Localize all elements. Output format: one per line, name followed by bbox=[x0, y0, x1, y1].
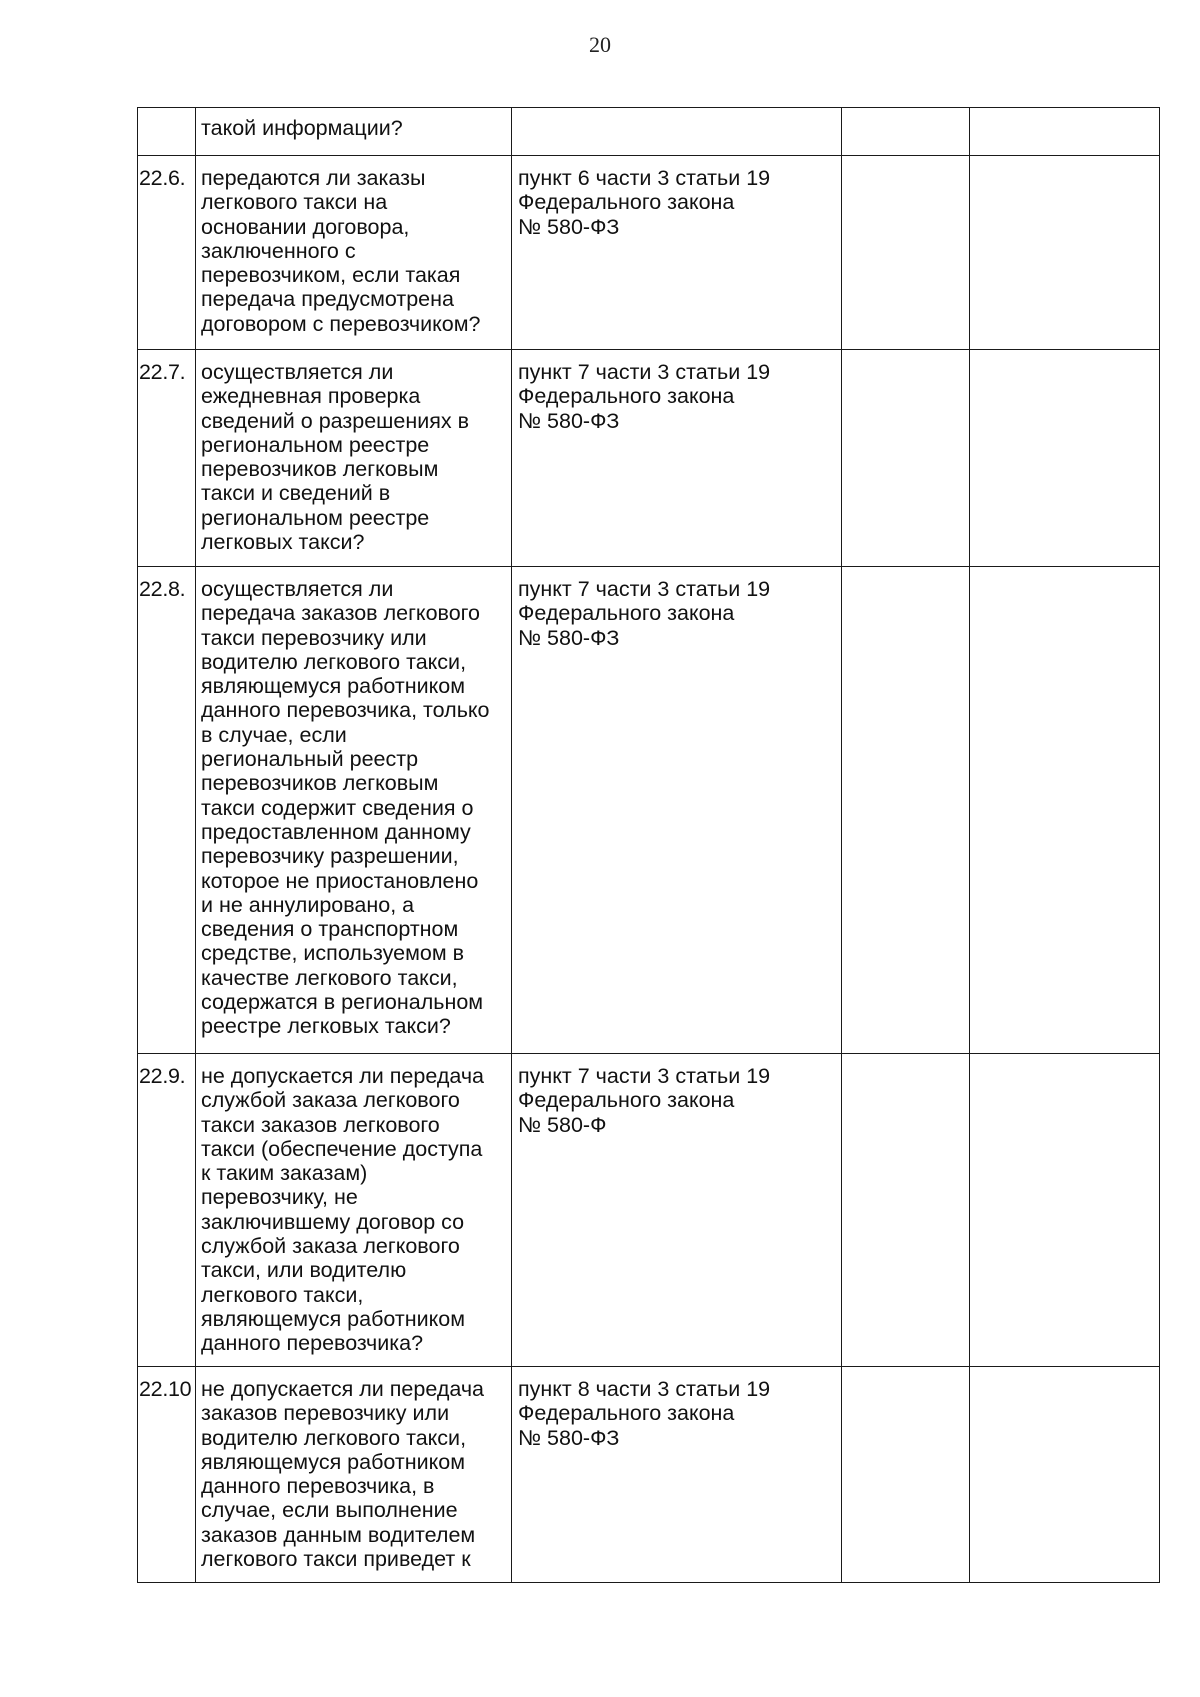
question-text-line: региональном реестре bbox=[201, 505, 430, 530]
checklist-table-body bbox=[138, 108, 1160, 1583]
legal-basis-cell bbox=[512, 156, 842, 350]
question-text-line: являющемуся работником bbox=[201, 1449, 466, 1474]
question-text-line: средстве, используемом в bbox=[201, 941, 465, 966]
legal-basis-text-line: № 580-ФЗ bbox=[518, 408, 620, 433]
question-text-line: заказов перевозчику или bbox=[201, 1401, 450, 1426]
item-number-cell bbox=[138, 108, 196, 156]
table-row bbox=[138, 156, 1160, 350]
question-text-line: сведения о транспортном bbox=[201, 917, 459, 942]
legal-basis-text-line: Федерального закона bbox=[518, 190, 735, 215]
question-text-line: данного перевозчика? bbox=[201, 1331, 424, 1356]
question-text-line: предоставленном данному bbox=[201, 819, 471, 844]
note-cell bbox=[970, 350, 1160, 567]
question-text-line: перевозчику разрешении, bbox=[201, 844, 459, 869]
question-text-line: перевозчиком, если такая bbox=[201, 263, 461, 288]
question-text-line: такси содержит сведения о bbox=[201, 795, 474, 820]
legal-basis-text-line: № 580-Ф bbox=[518, 1112, 607, 1137]
legal-basis-cell bbox=[512, 1054, 842, 1367]
legal-basis-text-line: пункт 7 части 3 статьи 19 bbox=[518, 360, 771, 384]
question-text-line: данного перевозчика, только bbox=[201, 698, 490, 723]
question-text-line: осуществляется ли bbox=[201, 360, 394, 384]
question-text-line: такси и сведений в bbox=[201, 481, 391, 506]
item-number-cell: 22.9. bbox=[138, 1054, 196, 1367]
legal-basis-text-line: пункт 7 части 3 статьи 19 bbox=[518, 577, 771, 601]
legal-basis-cell bbox=[512, 108, 842, 156]
item-number-cell: 22.7. bbox=[138, 350, 196, 567]
question-text-line: качестве легкового такси, bbox=[201, 965, 458, 990]
question-text-line: являющемуся работником bbox=[201, 1306, 466, 1331]
question-text-line: службой заказа легкового bbox=[201, 1088, 460, 1113]
legal-basis-cell bbox=[512, 350, 842, 567]
question-cell bbox=[196, 567, 512, 1054]
answer-cell bbox=[842, 350, 970, 567]
question-text-line: передача предусмотрена bbox=[201, 287, 454, 312]
question-text-line: данного перевозчика, в bbox=[201, 1474, 435, 1499]
question-text-line: такси, или водителю bbox=[201, 1258, 407, 1283]
legal-basis-text-line: Федерального закона bbox=[518, 1088, 735, 1113]
question-text-line: водителю легкового такси, bbox=[201, 649, 467, 674]
question-text-line: и не аннулировано, а bbox=[201, 892, 415, 917]
question-text-line: случае, если выполнение bbox=[201, 1498, 458, 1523]
question-text-line: такой информации? bbox=[201, 116, 403, 140]
table-row bbox=[138, 108, 1160, 156]
answer-cell bbox=[842, 108, 970, 156]
question-text-line: которое не приостановлено bbox=[201, 868, 479, 893]
question-text-line: основании договора, bbox=[201, 214, 410, 239]
question-text-line: реестре легковых такси? bbox=[201, 1014, 451, 1039]
question-text-line: перевозчиков легковым bbox=[201, 457, 439, 482]
question-text-line: в случае, если bbox=[201, 722, 347, 747]
question-text-line: легкового такси приведет к bbox=[201, 1547, 471, 1572]
question-text-line: осуществляется ли bbox=[201, 577, 394, 601]
item-number-cell: 22.8. bbox=[138, 567, 196, 1054]
question-text-line: легковых такси? bbox=[201, 530, 365, 555]
question-text-line: легкового такси, bbox=[201, 1282, 364, 1307]
question-text-line: водителю легкового такси, bbox=[201, 1425, 467, 1450]
question-text-line: перевозчику, не bbox=[201, 1185, 358, 1210]
question-text-line: не допускается ли передача bbox=[201, 1377, 485, 1401]
question-text-line: региональном реестре bbox=[201, 432, 430, 457]
legal-basis-text-line: пункт 8 части 3 статьи 19 bbox=[518, 1377, 771, 1401]
question-cell bbox=[196, 156, 512, 350]
question-text-line: легкового такси на bbox=[201, 190, 388, 215]
note-cell bbox=[970, 567, 1160, 1054]
answer-cell bbox=[842, 156, 970, 350]
question-text-line: являющемуся работником bbox=[201, 674, 466, 699]
question-text-line: передаются ли заказы bbox=[201, 166, 426, 190]
answer-cell bbox=[842, 1054, 970, 1367]
item-number-cell: 22.6. bbox=[138, 156, 196, 350]
question-cell bbox=[196, 1367, 512, 1583]
legal-basis-text-line: № 580-ФЗ bbox=[518, 1425, 620, 1450]
question-text-line: заказов данным водителем bbox=[201, 1522, 476, 1547]
question-cell bbox=[196, 108, 512, 156]
checklist-table bbox=[137, 107, 1160, 1583]
question-text-line: заключившему договор со bbox=[201, 1209, 465, 1234]
answer-cell bbox=[842, 567, 970, 1054]
legal-basis-cell bbox=[512, 1367, 842, 1583]
question-text-line: такси (обеспечение доступа bbox=[201, 1136, 483, 1161]
legal-basis-text-line: Федерального закона bbox=[518, 384, 735, 409]
question-text-line: сведений о разрешениях в bbox=[201, 408, 470, 433]
legal-basis-text-line: Федерального закона bbox=[518, 601, 735, 626]
legal-basis-text-line: № 580-ФЗ bbox=[518, 214, 620, 239]
table-row bbox=[138, 350, 1160, 567]
question-text-line: ежедневная проверка bbox=[201, 384, 421, 409]
question-text-line: заключенного с bbox=[201, 238, 356, 263]
legal-basis-text-line: пункт 6 части 3 статьи 19 bbox=[518, 166, 771, 190]
legal-basis-cell bbox=[512, 567, 842, 1054]
page-number: 20 bbox=[589, 32, 611, 57]
note-cell bbox=[970, 1367, 1160, 1583]
table-row bbox=[138, 1054, 1160, 1367]
legal-basis-text-line: № 580-ФЗ bbox=[518, 625, 620, 650]
question-cell bbox=[196, 1054, 512, 1367]
question-text-line: к таким заказам) bbox=[201, 1161, 368, 1186]
legal-basis-text-line: пункт 7 части 3 статьи 19 bbox=[518, 1064, 771, 1088]
question-text-line: региональный реестр bbox=[201, 747, 419, 772]
table-row bbox=[138, 1367, 1160, 1583]
note-cell bbox=[970, 108, 1160, 156]
question-text-line: службой заказа легкового bbox=[201, 1234, 460, 1259]
question-text-line: передача заказов легкового bbox=[201, 601, 480, 626]
question-text-line: содержатся в региональном bbox=[201, 990, 484, 1015]
question-text-line: такси перевозчику или bbox=[201, 625, 427, 650]
question-text-line: такси заказов легкового bbox=[201, 1112, 440, 1137]
question-text-line: не допускается ли передача bbox=[201, 1064, 485, 1088]
question-cell bbox=[196, 350, 512, 567]
item-number-cell: 22.10 bbox=[138, 1367, 196, 1583]
note-cell bbox=[970, 1054, 1160, 1367]
legal-basis-text-line: Федерального закона bbox=[518, 1401, 735, 1426]
table-row bbox=[138, 567, 1160, 1054]
question-text-line: договором с перевозчиком? bbox=[201, 311, 481, 336]
question-text-line: перевозчиков легковым bbox=[201, 771, 439, 796]
note-cell bbox=[970, 156, 1160, 350]
answer-cell bbox=[842, 1367, 970, 1583]
